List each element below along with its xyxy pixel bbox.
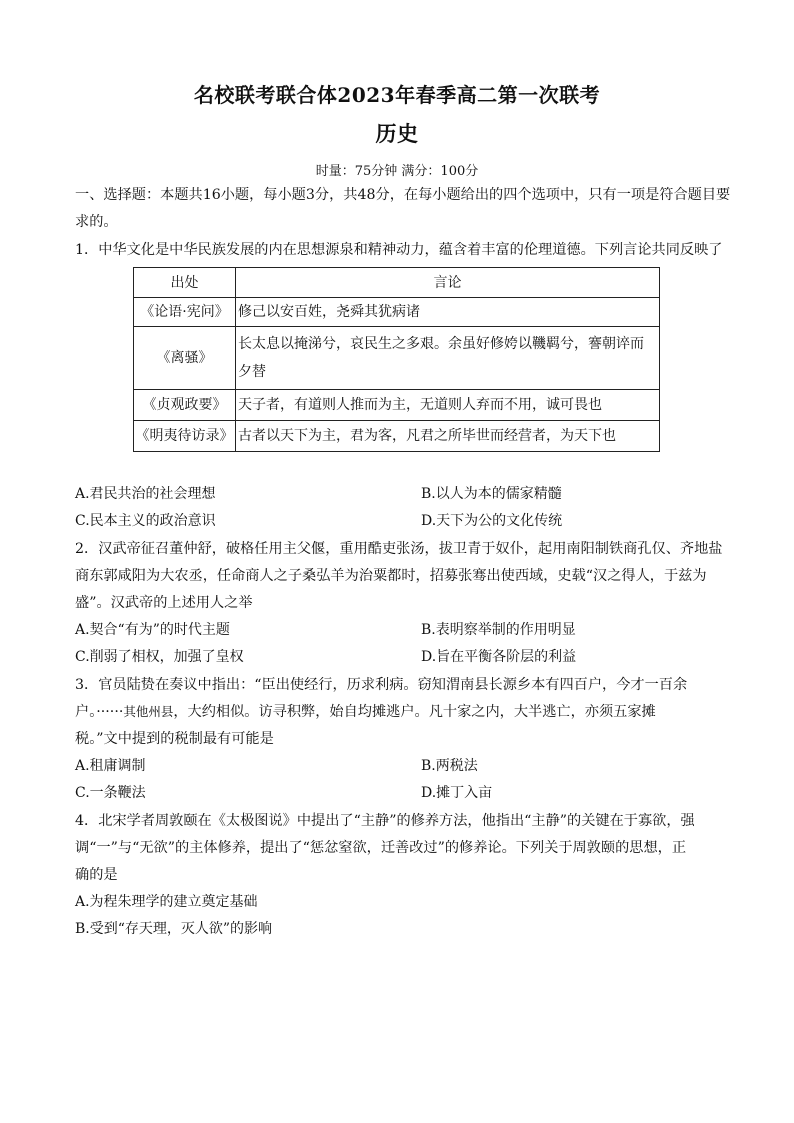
q1-option-d[interactable]: D.天下为公的文化传统 [421,513,563,529]
q3-option-b[interactable]: B.两税法 [421,758,478,774]
section-intro-line2: 求的。 [75,214,118,230]
q1-source-cell: 《贞观政要》 [134,390,236,421]
exam-meta: 时量：75分钟 满分：100分 [315,164,479,179]
section-intro-line1: 一、选择题：本题共16小题，每小题3分，共48分，在每小题给出的四个选项中，只有一项是符合题目要 [75,187,731,203]
q1-table-header-row [134,268,660,298]
q1-source-cell: 《明夷待访录》 [134,421,236,452]
q3-line2-part-b: 其他州县 [123,704,174,719]
q4-line1: 4．北宋学者周敦颐在《太极图说》中提出了“主静”的修养方法，他指出“主静”的关键在于寡欲，强 [75,813,695,829]
q2-option-a[interactable]: A.契合“有为”的时代主题 [75,622,230,638]
subject-title: 历史 [375,121,419,146]
q1-stem: 1．中华文化是中华民族发展的内在思想源泉和精神动力，蕴含着丰富的伦理道德。下列言论共同反映了 [75,242,723,258]
q2-option-c[interactable]: C.削弱了相权，加强了皇权 [75,649,244,665]
table-row [134,421,660,452]
table-row [134,327,660,390]
q1-option-c[interactable]: C.民本主义的政治意识 [75,513,216,529]
q2-line1: 2．汉武帝征召董仲舒，破格任用主父偃，重用酷吏张汤，拔卫青于奴仆，起用南阳制铁商孔仅、齐地盐 [75,541,723,557]
q1-source-cell: 《论语·宪问》 [134,298,236,327]
q2-option-b[interactable]: B.表明察举制的作用明显 [421,622,576,638]
q1-source-cell: 《离骚》 [134,327,236,390]
q2-option-d[interactable]: D.旨在平衡各阶层的利益 [421,649,577,665]
q3-option-d[interactable]: D.摊丁入亩 [421,785,493,801]
q3-line3: 税。”文中提到的税制最有可能是 [75,731,274,747]
q3-option-a[interactable]: A.租庸调制 [75,758,146,774]
q1-text-cell-line2: 夕替 [238,364,266,380]
q1-header-text: 言论 [236,268,660,298]
q3-line1: 3．官员陆贽在奏议中指出：“臣出使经行，历求利病。窃知渭南县长源乡本有四百户，今才一百余 [75,677,688,693]
q1-text-cell-line1: 长太息以掩涕兮，哀民生之多艰。余虽好修姱以鞿羁兮，謇朝谇而 [238,336,644,352]
q3-option-c[interactable]: C.一条鞭法 [75,785,146,801]
q1-table [133,267,660,452]
q1-text-cell [236,327,660,390]
q4-option-b[interactable]: B.受到“存天理，灭人欲”的影响 [75,921,273,937]
q4-line2: 调“一”与“无欲”的主体修养，提出了“惩忿窒欲，迁善改过”的修养论。下列关于周敦颐的思想，正 [75,840,687,856]
q4-option-a[interactable]: A.为程朱理学的建立奠定基础 [75,894,258,910]
q2-line3: 盛”。汉武帝的上述用人之举 [75,595,253,611]
q3-line2-part-a: 户。······ [75,704,124,720]
q2-line2: 商东郭咸阳为大农丞，任命商人之子桑弘羊为治粟都时，招募张骞出使西域，史载“汉之得人，于兹为 [75,568,707,584]
q3-line2 [75,702,656,722]
q1-option-a[interactable]: A.君民共治的社会理想 [75,486,216,502]
q1-header-source: 出处 [134,268,236,298]
q1-text-cell: 修己以安百姓，尧舜其犹病诸 [236,298,660,327]
q1-option-b[interactable]: B.以人为本的儒家精髓 [421,486,562,502]
q4-line3: 确的是 [75,867,118,883]
table-row [134,298,660,327]
q1-text-cell: 古者以天下为主，君为客，凡君之所毕世而经营者，为天下也 [236,421,660,452]
q3-line2-part-c: ，大约相似。访寻积弊，始自均摊逃户。凡十家之内，大半逃亡，亦须五家摊 [173,704,656,720]
table-row [134,390,660,421]
q1-text-cell: 天子者，有道则人推而为主，无道则人弃而不用，诚可畏也 [236,390,660,421]
exam-title: 名校联考联合体2023年春季高二第一次联考 [193,83,601,107]
